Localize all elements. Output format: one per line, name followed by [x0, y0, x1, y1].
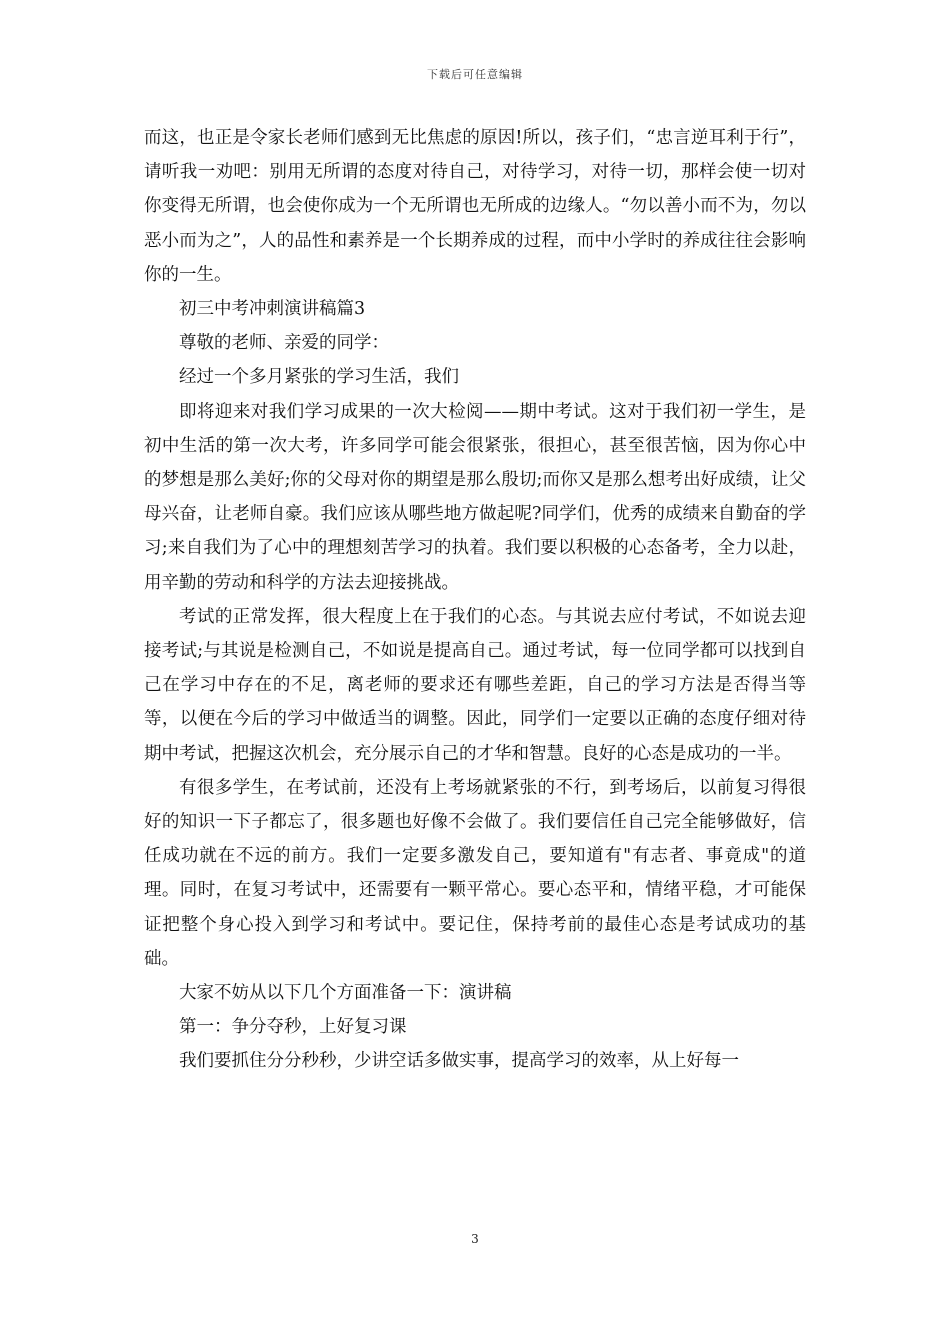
paragraph: 而这，也正是令家长老师们感到无比焦虑的原因!所以，孩子们，“忠言逆耳利于行”，请听我一劝吧：别用无所谓的态度对待自己，对待学习，对待一切，那样会使一切对你变得无所谓，也会使你成为一个无所谓也无所成的边缘人。“勿以善小而不为，勿以恶小而为之”，人的品性和素养是一个长期养成的过程，而中小学时的养成往往会影响你的一生。 — [144, 128, 806, 285]
paragraph: 有很多学生，在考试前，还没有上考场就紧张的不行，到考场后，以前复习得很好的知识一下子都忘了，很多题也好像不会做了。我们要信任自己完全能够做好，信任成功就在不远的前方。我们一定要多激发自己，要知道有"有志者、事竟成"的道理。同时，在复习考试中，还需要有一颗平常心。要心态平和，情绪平稳，才可能保证把整个身心投入到学习和考试中。要记住，保持考前的最佳心态是考试成功的基础。 — [144, 777, 806, 969]
page-number: 3 — [471, 1232, 479, 1246]
document-body — [144, 121, 806, 1079]
subheading: 第一：争分夺秒，上好复习课 — [179, 1017, 407, 1038]
paragraph: 考试的正常发挥，很大程度上在于我们的心态。与其说去应付考试，不如说去迎接考试;与其说是检测自己，不如说是提高自己。通过考试，每一位同学都可以找到自己在学习中存在的不足，离老师的要求还有哪些差距，自己的学习方法是否得当等等，以便在今后的学习中做适当的调整。因此，同学们一定要以正确的态度仔细对待期中考试，把握这次机会，充分展示自己的才华和智慧。良好的心态是成功的一半。 — [144, 606, 806, 764]
page-header: 下载后可任意编辑 — [427, 68, 523, 81]
salutation: 尊敬的老师、亲爱的同学： — [179, 333, 389, 354]
paragraph: 即将迎来对我们学习成果的一次大检阅——期中考试。这对于我们初一学生，是初中生活的第一次大考，许多同学可能会很紧张，很担心，甚至很苦恼，因为你心中的梦想是那么美好;你的父母对你的期望是那么殷切;而你又是那么想考出好成绩，让父母兴奋，让老师自豪。我们应该从哪些地方做起呢?同学们，优秀的成绩来自勤奋的学习;来自我们为了心中的理想刻苦学习的执着。我们要以积极的心态备考，全力以赴，用辛勤的劳动和科学的方法去迎接挑战。 — [144, 401, 806, 593]
paragraph: 大家不妨从以下几个方面准备一下：演讲稿 — [179, 983, 512, 1004]
paragraph: 经过一个多月紧张的学习生活，我们 — [179, 367, 459, 388]
paragraph: 我们要抓住分分秒秒，少讲空话多做实事，提高学习的效率，从上好每一 — [179, 1051, 739, 1072]
section-title: 初三中考冲刺演讲稿篇3 — [179, 299, 366, 320]
